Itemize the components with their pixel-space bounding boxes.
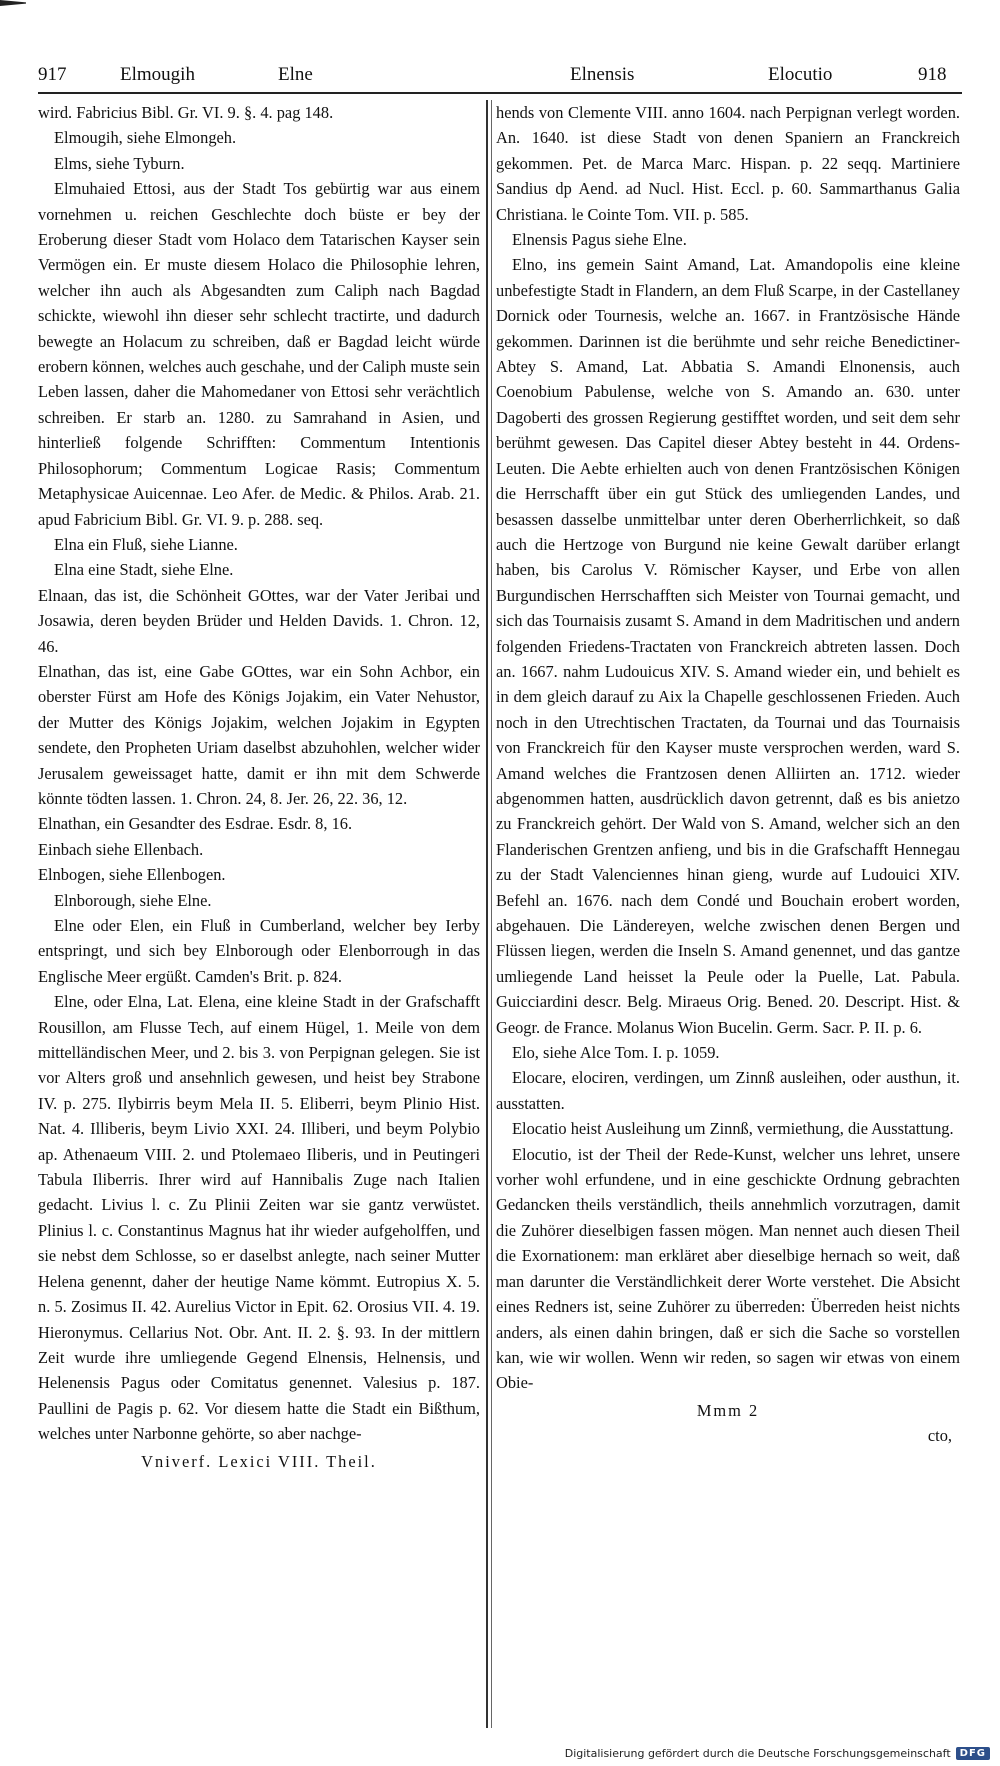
entry-paragraph: Elna eine Stadt, siehe Elne. <box>54 560 234 580</box>
signature-line: Vniverf. Lexici VIII. Theil. <box>141 1451 377 1471</box>
entry-paragraph: Elne oder Elen, ein Fluß in Cumberland, welcher bey Ierby entspringt, und sich bey Elnborough oder Elenborrough in das Englische Meer ergüßt. Camden's Brit. p. 824. <box>38 916 480 986</box>
column-divider <box>486 100 488 1728</box>
left-column <box>38 100 480 1730</box>
signature-mark: Mmm 2 <box>696 1400 760 1420</box>
entry-paragraph: Einbach siehe Ellenbach. <box>38 839 204 859</box>
entry-paragraph: Elmougih, siehe Elmongeh. <box>54 128 237 148</box>
entry-paragraph: Elnbogen, siehe Ellenbogen. <box>38 865 226 885</box>
entry-paragraph: Elnborough, siehe Elne. <box>54 890 212 910</box>
footer-credit: Digitalisierung gefördert durch die Deutsche Forschungsgemeinschaft <box>564 1747 951 1760</box>
entry-paragraph: Elo, siehe Alce Tom. I. p. 1059. <box>512 1043 720 1063</box>
entry-paragraph: Elocare, elociren, verdingen, um Zinnß ausleihen, oder austhun, it. ausstatten. <box>496 1068 960 1113</box>
entry-paragraph: Elnaan, das ist, die Schönheit GOttes, war der Vater Jeribai und Josawia, deren beyden Brüder und Helden Davids. 1. Chron. 12, 46. <box>38 585 480 656</box>
column-divider <box>491 100 492 1728</box>
entry-paragraph: Elnathan, ein Gesandter des Esdrae. Esdr. 8, 16. <box>38 814 353 834</box>
digitization-footer <box>565 1747 990 1760</box>
entry-paragraph: Elnensis Pagus siehe Elne. <box>512 230 687 250</box>
entry-paragraph: Elne, oder Elna, Lat. Elena, eine kleine Stadt in der Grafschafft Rousillon, am Flusse Tech, auf einem Hügel, 1. Meile von dem mittelländischen Meer, und 2. bis 3. von Perpignan gelegen. Sie ist vor Alters groß und ansehnlich gewesen, und heist bey Strabone IV. p. 275. Ilybirris beym Mela II. 5. Eliberri, beym Plinio Hist. Nat. 4. Illiberis, beym Livio XXI. 24. Illiberi, und beym Polybio ap. Athenaeum VIII. 2. und Ptolemaeo Iliberis, und in Peutingeri Tabula Iliberris. Ihrer wird auf Hannibalis Zuge nach Italien gedacht. Livius l. c. Zu Plinii Zeiten war sie gantz verwüstet. Plinius l. c. Constantinus Magnus hat ihr wieder aufgeholffen, und sie nebst dem Schlosse, so er daselbst anlegte, nach seiner Mutter Helena genennt, daher der heutige Name kömmt. Eutropius X. 5. n. 5. Zosimus II. 42. Aurelius Victor in Epit. 62. Orosius VII. 4. 19. Hieronymus. Cellarius Not. Obr. Ant. II. 2. §. 93. In der mittlern Zeit wurde ihre umliegende Gegend Elnensis, Helnensis, und Helenensis Pagus oder Comitatus genennet. Valesius p. 187. Paullini de Pagis p. 62. Vor diesem hatte die Stadt ein Bißthum, welches unter Narbonne gehörte, so aber nachge- <box>38 992 480 1444</box>
right-column <box>496 100 960 1730</box>
header-keyword-1: Elmougih <box>120 64 195 85</box>
entry-paragraph: Elmuhaied Ettosi, aus der Stadt Tos gebürtig war aus einem vornehmen u. reichen Geschlechte doch büste er bey der Eroberung dieser Stadt vom Holaco dem Tatarischen Kayser sein Vermögen ein. Er muste diesem Holaco die Philosophie lehren, welcher ihn auch als Abgesandten zum Caliph nach Bagdad schickte, wiewohl ihn dieser sehr schlecht tractirte, und dadurch bewegte an Holacum zu schreiben, daß er Bagdad leicht würde erobern können, welches auch geschahe, und der Caliph muste sein Leben lassen, daher die Mahomedaner von Ettosi sehr verächtlich schreiben. Er starb an. 1280. zu Samrahand in Asien, und hinterließ folgende Schrifften: Commentum Intentionis Philosophorum; Commentum Logicae Rasis; Commentum Metaphysicae Auicennae. Leo Afer. de Medic. & Philos. Arab. 21. apud Fabricium Bibl. Gr. VI. 9. p. 288. seq. <box>38 179 480 529</box>
header-keyword-4: Elocutio <box>768 64 833 85</box>
entry-paragraph: wird. Fabricius Bibl. Gr. VI. 9. §. 4. pag 148. <box>38 103 334 122</box>
scan-corner-mark <box>0 0 26 6</box>
entry-paragraph: Elms, siehe Tyburn. <box>54 153 185 173</box>
header-keyword-3: Elnensis <box>570 64 635 85</box>
entry-paragraph: Elno, ins gemein Saint Amand, Lat. Amandopolis eine kleine unbefestigte Stadt in Flandern, an dem Fluß Scarpe, in der Castellaney Dornick oder Tournesis, welche an. 1667. in Frantzösische Hände gekommen. Darinnen ist die berühmte und sehr reiche Benedictiner-Abtey S. Amand, Lat. Abbatia S. Amandi Elnonensis, auch Coenobium Pabulense, welche von S. Amando an. 630. unter Dagoberti des grossen Regierung gestifftet worden, und seit dem sehr berühmt gewesen. Das Capitel dieser Abtey besteht in 44. Ordens-Leuten. Die Aebte erhielten auch von denen Frantzösischen Königen die Herrschafft über ein gut Stück des umliegenden Landes, und besassen dasselbe unmittelbar unter deren Oberherrlichkeit, so daß auch die Hertzoge von Burgund nie keine Gewalt darüber erlangt haben, bis Carolus V. Römischer Kayser, und Erbe von allen Burgundischen Herrschafften sich Meister von Tournai gemacht, und sich das Tournaisis zusamt S. Amand in dem Madritischen und andern folgenden Friedens-Tractaten von Franckreich abtreten lassen. Doch an. 1667. nahm Ludouicus XIV. S. Amand wieder ein, und behielt es in dem gleich darauf zu Aix la Chapelle geschlossenen Frieden. Auch noch in den Utrechtischen Tractaten, da Tournai und das Tournaisis von Franckreich für den Kayser muste versprochen werden, ward S. Amand welches die Frantzosen denen Alliirten an. 1712. wieder abgenommen hatten, ausdrücklich davon getrennt, daß es bis anietzo zu Franckreich gehört. Der Wald von S. Amand, welcher sich an den Flanderischen Grentzen anfieng, und bis in die Grafschafft Hennegau zu der Stadt Valenciennes hinan gieng, wurde auf Ludouici XIV. Befehl an. 1676. nach dem Condé und Bouchain erobert worden, abgehauen. Die Ländereyen, welche zwischen denen Bergen und Flüssen liegen, werden die Inseln S. Amand genennet, und das gantze umliegende Land heisset la Peule oder la Puelle, Lat. Pabula. Guicciardini descr. Belg. Miraeus Orig. Bened. 20. Descript. Hist. & Geogr. de France. Molanus Wion Bucelin. Germ. Sacr. P. II. p. 6. <box>496 255 960 1037</box>
header-keyword-2: Elne <box>278 64 313 85</box>
entry-paragraph: Elna ein Fluß, siehe Lianne. <box>54 534 238 554</box>
page-number-right: 918 <box>918 64 947 85</box>
dfg-logo: DFG <box>956 1747 990 1760</box>
entry-paragraph: Elocatio heist Ausleihung um Zinnß, vermiethung, die Ausstattung. <box>512 1119 954 1139</box>
catchword: cto, <box>927 1426 952 1446</box>
entry-paragraph: Elnathan, das ist, eine Gabe GOttes, war ein Sohn Achbor, ein oberster Fürst am Hofe des Königs Jojakim, ein Vater Nehustor, der Mutter des Königs Jojakim, welchen Jojakim in Egypten sendete, den Propheten Uriam daselbst abzuhohlen, welcher wider Jerusalem geweissaget hatte, damit er ihn mit dem Schwerde könnte tödten lassen. 1. Chron. 24, 8. Jer. 26, 22. 36, 12. <box>38 661 480 808</box>
header-rule <box>38 92 962 94</box>
entry-paragraph: hends von Clemente VIII. anno 1604. nach Perpignan verlegt worden. An. 1640. ist diese Stadt von denen Spaniern an Franckreich gekommen. Pet. de Marca Marc. Hispan. p. 22 seqq. Martiniere Sandius dp Aend. ad Nucl. Hist. Eccl. p. 60. Sammarthanus Galia Christiana. le Cointe Tom. VII. p. 585. <box>496 103 960 224</box>
page-number-left: 917 <box>38 64 67 85</box>
entry-paragraph: Elocutio, ist der Theil der Rede-Kunst, welcher uns lehret, unsere vorher wohl erfundene, und in eine geschickte Ordnung gebrachten Gedancken theils verständlich, theils annehmlich vorzutragen, damit die Zuhörer dieselbigen fassen mögen. Man nennet auch diesen Theil die Exornationem: man erkläret aber dieselbige hernach so weit, daß man darunter die Verständlichkeit derer Worte verstehet. Die Absicht eines Redners ist, seine Zuhörer zu überreden: Überreden heist nichts anders, als einen dahin bringen, daß er sich die Sache so vorstellen kan, wie wir wollen. Wenn wir reden, so sagen wir etwas von einem Obie- <box>496 1144 960 1393</box>
